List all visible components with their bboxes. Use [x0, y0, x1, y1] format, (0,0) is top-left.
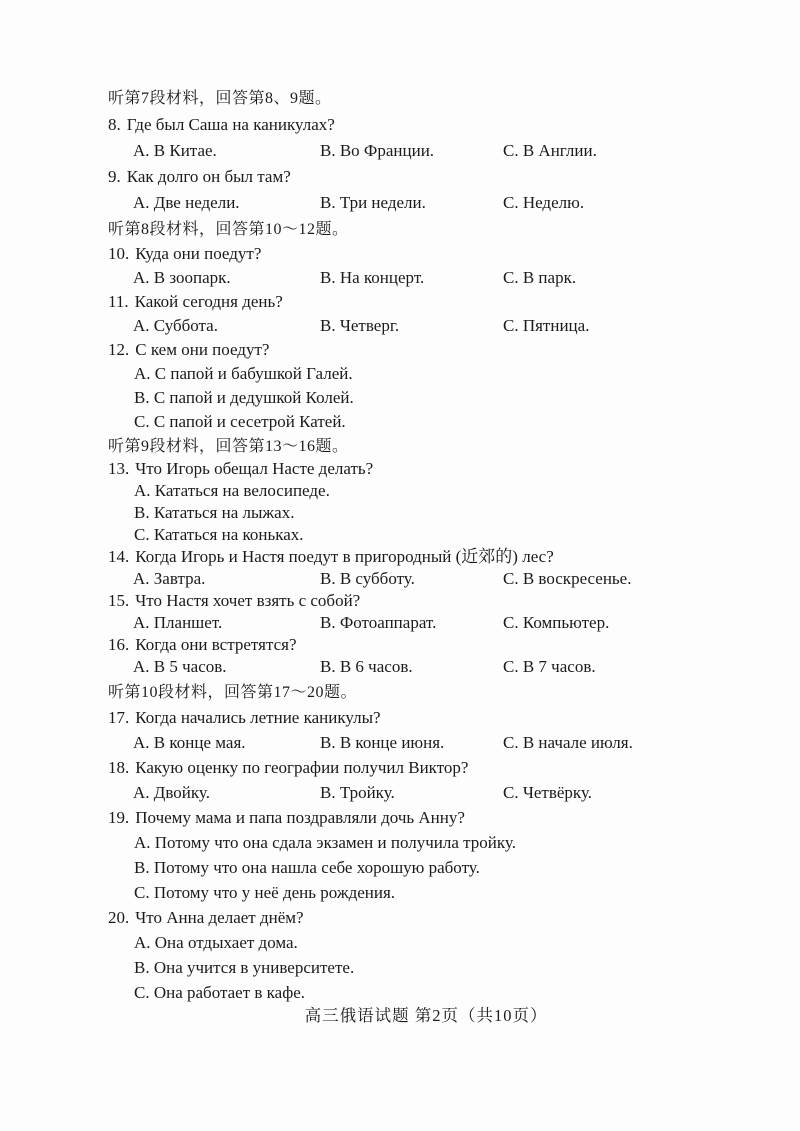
question-text: Когда Игорь и Настя поедут в пригородный (近郊的) лес? [135, 547, 554, 566]
question-text: Куда они поедут? [135, 244, 262, 263]
options-stacked [108, 480, 764, 546]
option-a: А. Она отдыхает дома. [134, 933, 298, 952]
question-text: С кем они поедут? [135, 340, 270, 359]
options-row [108, 568, 764, 590]
option-c: С. В воскресенье. [503, 569, 632, 588]
page-footer: 高三俄语试题 第2页（共10页） [304, 1006, 548, 1025]
listening-section-7 [108, 86, 764, 216]
option-a: А. Завтра. [133, 569, 206, 588]
question-number: 19. [108, 808, 130, 827]
options-row [108, 314, 764, 338]
question-line [108, 755, 764, 780]
question-number: 15. [108, 591, 130, 610]
question-line [108, 290, 764, 314]
listening-section-10 [108, 680, 764, 1005]
question-number: 18. [108, 758, 130, 777]
option-b: В. Четверг. [320, 316, 400, 335]
question-number: 11. [108, 292, 129, 311]
section-instruction: 听第10段材料，回答第17～20题。 [108, 684, 358, 701]
option-c: С. В начале июля. [503, 733, 633, 752]
options-row [108, 266, 764, 290]
question-text: Как долго он был там? [126, 167, 291, 186]
question-text: Когда они встретятся? [135, 635, 297, 654]
question-line [108, 338, 764, 362]
question-line [108, 164, 764, 190]
question-number: 16. [108, 635, 130, 654]
option-a: А. Две недели. [133, 193, 240, 212]
question-line [108, 458, 764, 480]
option-c: С. Она работает в кафе. [134, 983, 306, 1002]
option-c: С. Потому что у неё день рождения. [134, 883, 396, 902]
option-b: В. Фотоаппарат. [320, 613, 437, 632]
question-number: 9. [108, 167, 121, 186]
options-row [108, 138, 764, 164]
question-text: Когда начались летние каникулы? [135, 708, 381, 727]
option-b: В. Во Франции. [320, 141, 435, 160]
option-c: С. Четвёрку. [503, 783, 593, 802]
question-number: 13. [108, 459, 130, 478]
option-b: В. Она учится в университете. [134, 958, 355, 977]
question-line [108, 546, 764, 568]
section-instruction: 听第9段材料，回答第13～16题。 [108, 438, 349, 455]
option-c: С. В 7 часов. [503, 657, 596, 676]
question-line [108, 590, 764, 612]
option-c: С. Пятница. [503, 316, 590, 335]
section-instruction: 听第7段材料，回答第8、9题。 [108, 90, 332, 107]
question-number: 17. [108, 708, 130, 727]
option-b: В. Три недели. [320, 193, 426, 212]
option-a: А. Двойку. [133, 783, 210, 802]
option-b: В. С папой и дедушкой Колей. [134, 388, 354, 407]
option-b: В. Тройку. [320, 783, 395, 802]
option-c: С. С папой и сесетрой Катей. [134, 412, 346, 431]
option-a: А. Планшет. [133, 613, 223, 632]
option-b: В. В субботу. [320, 569, 415, 588]
question-line [108, 634, 764, 656]
options-row [108, 612, 764, 634]
options-row [108, 780, 764, 805]
question-text: Что Анна делает днём? [135, 908, 304, 927]
exam-content [108, 86, 764, 1005]
option-b: В. Потому что она нашла себе хорошую работу. [134, 858, 480, 877]
option-c: С. В парк. [503, 268, 577, 287]
option-c: С. Компьютер. [503, 613, 610, 632]
options-stacked [108, 930, 764, 1005]
question-line [108, 705, 764, 730]
question-line [108, 805, 764, 830]
option-c: С. В Англии. [503, 141, 597, 160]
option-b: В. В 6 часов. [320, 657, 413, 676]
option-a: А. В Китае. [133, 141, 217, 160]
question-number: 20. [108, 908, 130, 927]
question-line [108, 242, 764, 266]
question-text: Почему мама и папа поздравляли дочь Анну? [135, 808, 465, 827]
question-text: Какую оценку по географии получил Виктор? [135, 758, 469, 777]
option-a: А. Потому что она сдала экзамен и получила тройку. [134, 833, 516, 852]
question-number: 10. [108, 244, 130, 263]
section-instruction: 听第8段材料，回答第10～12题。 [108, 221, 349, 238]
question-text: Где был Саша на каникулах? [126, 115, 335, 134]
options-row [108, 656, 764, 678]
question-text: Что Настя хочет взять с собой? [135, 591, 361, 610]
option-c: С. Кататься на коньках. [134, 525, 304, 544]
option-a: А. С папой и бабушкой Галей. [134, 364, 353, 383]
listening-section-9 [108, 436, 764, 678]
option-a: А. Суббота. [133, 316, 218, 335]
question-line [108, 112, 764, 138]
listening-section-8 [108, 218, 764, 434]
option-a: А. В 5 часов. [133, 657, 227, 676]
question-number: 8. [108, 115, 121, 134]
options-row [108, 730, 764, 755]
option-c: С. Неделю. [503, 193, 585, 212]
option-b: В. На концерт. [320, 268, 425, 287]
question-text: Что Игорь обещал Насте делать? [135, 459, 374, 478]
option-a: А. Кататься на велосипеде. [134, 481, 330, 500]
question-text: Какой сегодня день? [134, 292, 283, 311]
options-row [108, 190, 764, 216]
question-number: 12. [108, 340, 130, 359]
option-b: В. Кататься на лыжах. [134, 503, 295, 522]
option-a: А. В конце мая. [133, 733, 246, 752]
options-stacked [108, 362, 764, 434]
question-line [108, 905, 764, 930]
question-number: 14. [108, 547, 130, 566]
option-b: В. В конце июня. [320, 733, 445, 752]
options-stacked [108, 830, 764, 905]
option-a: А. В зоопарк. [133, 268, 231, 287]
